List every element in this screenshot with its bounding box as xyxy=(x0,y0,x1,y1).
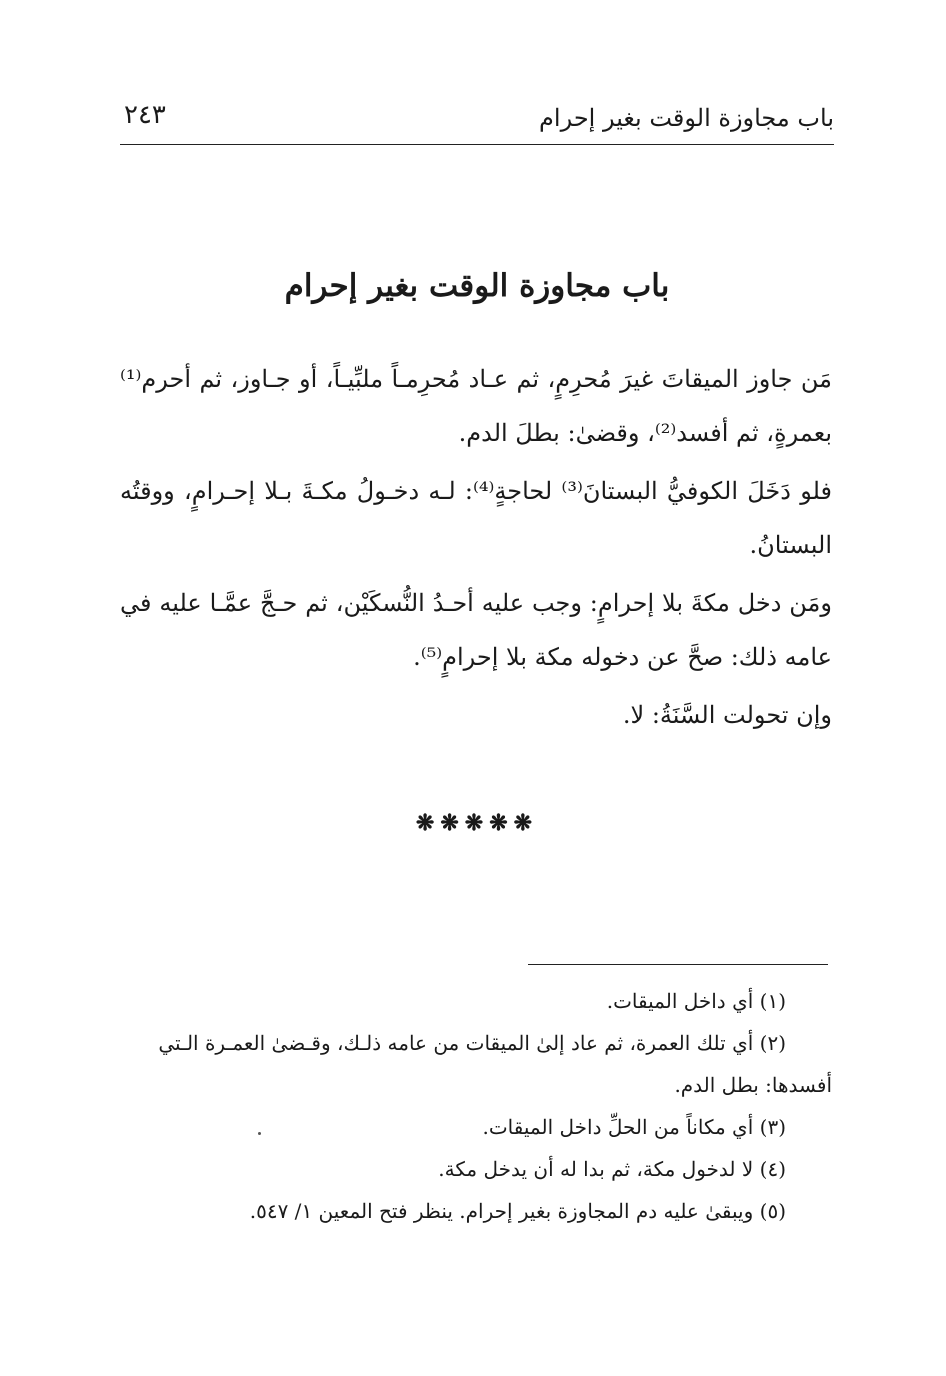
footnote-separator xyxy=(528,964,828,965)
paragraph-1: مَن جاوز الميقاتَ غيرَ مُحرِمٍ، ثم عـاد مُحرِمـاً ملبِّيـاً، أو جـاوز، ثم أحرم⁽¹⁾ بعمرةٍ، ثم أفسد⁽²⁾، وقضىٰ: بطلَ الدم. xyxy=(120,365,832,447)
main-text xyxy=(120,352,832,746)
footnote-1: (١) أي داخل الميقات. xyxy=(606,989,786,1013)
running-header xyxy=(120,96,834,145)
section-end-ornament: ❋❋❋❋❋ xyxy=(415,810,539,836)
page-number: ٢٤٣ xyxy=(124,100,166,130)
chapter-title: باب مجاوزة الوقت بغير إحرام xyxy=(284,268,670,304)
paragraph-4: وإن تحولت السَّنَةُ: لا. xyxy=(622,701,832,729)
footnotes xyxy=(110,980,832,1232)
paragraph-2: فلو دَخَلَ الكوفيُّ البستانَ⁽³⁾ لحاجةٍ⁽⁴⁾: لـه دخـولُ مكـةَ بـلا إحـرامٍ، ووقتُه البستانُ. xyxy=(120,477,833,559)
footnote-2-continuation: أفسدها: بطل الدم. xyxy=(674,1073,832,1097)
paragraph-3: ومَن دخل مكةَ بلا إحرامٍ: وجب عليه أحـدُ النُّسكَيْن، ثم حـجَّ عمَّـا عليه في عامه ذلك: صحَّ عن دخوله مكة بلا إحرامٍ⁽⁵⁾. xyxy=(120,589,832,671)
footnote-3: (٣) أي مكاناً من الحلِّ داخل الميقات. xyxy=(482,1115,786,1139)
scan-speck xyxy=(258,1132,261,1135)
footnote-2: (٢) أي تلك العمرة، ثم عاد إلىٰ الميقات من عامه ذلـك، وقـضىٰ العمـرة الـتي xyxy=(158,1031,786,1055)
footnote-4: (٤) لا لدخول مكة، ثم بدا له أن يدخل مكة. xyxy=(438,1157,786,1181)
footnote-5: (٥) ويبقىٰ عليه دم المجاوزة بغير إحرام. ينظر فتح المعين ١/ ٥٤٧. xyxy=(249,1199,786,1223)
running-title: باب مجاوزة الوقت بغير إحرام xyxy=(539,104,834,132)
